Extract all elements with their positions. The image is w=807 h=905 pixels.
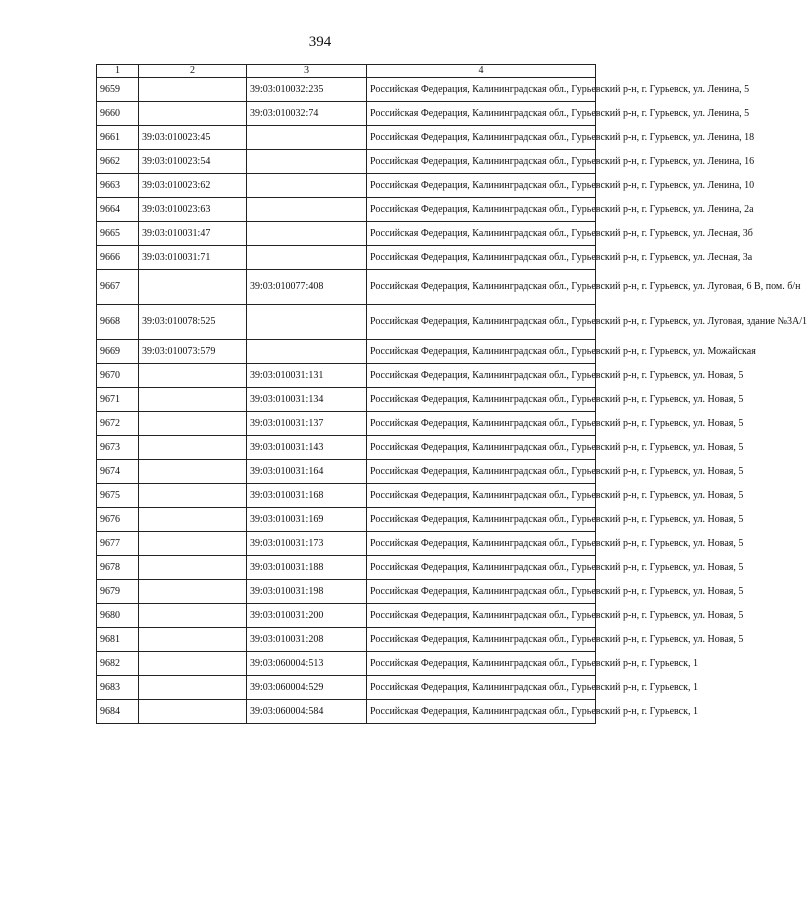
row-number-cell: 9670: [97, 364, 139, 388]
table-row: [97, 484, 596, 508]
row-number-cell: 9660: [97, 102, 139, 126]
table-row: [97, 126, 596, 150]
cadastral-number-cell: 39:03:010023:63: [139, 198, 247, 222]
row-number-cell: 9682: [97, 652, 139, 676]
row-number-cell: 9672: [97, 412, 139, 436]
row-number-cell: 9671: [97, 388, 139, 412]
address-cell: Российская Федерация, Калининградская обл., Гурьевский р-н, г. Гурьевск, ул. Новая, 5: [367, 388, 596, 412]
cadastral-number-cell: [247, 150, 367, 174]
address-cell: Российская Федерация, Калининградская обл., Гурьевский р-н, г. Гурьевск, ул. Луговая, здание №3А/1: [367, 305, 596, 340]
address-cell: Российская Федерация, Калининградская обл., Гурьевский р-н, г. Гурьевск, ул. Луговая, 6 В, пом. б/н: [367, 270, 596, 305]
cadastral-number-cell: 39:03:010031:71: [139, 246, 247, 270]
cadastral-number-cell: [139, 388, 247, 412]
table-row: [97, 460, 596, 484]
address-cell: Российская Федерация, Калининградская обл., Гурьевский р-н, г. Гурьевск, ул. Новая, 5: [367, 508, 596, 532]
cadastral-number-cell: 39:03:010031:164: [247, 460, 367, 484]
cadastral-number-cell: 39:03:010031:173: [247, 532, 367, 556]
cadastral-number-cell: [139, 628, 247, 652]
cadastral-number-cell: [139, 700, 247, 724]
cadastral-number-cell: [139, 102, 247, 126]
address-cell: Российская Федерация, Калининградская обл., Гурьевский р-н, г. Гурьевск, ул. Ленина, 5: [367, 78, 596, 102]
table-row: [97, 150, 596, 174]
row-number-cell: 9664: [97, 198, 139, 222]
address-cell: Российская Федерация, Калининградская обл., Гурьевский р-н, г. Гурьевск, 1: [367, 652, 596, 676]
cadastral-number-cell: 39:03:010031:198: [247, 580, 367, 604]
header-row: [97, 65, 596, 78]
address-cell: Российская Федерация, Калининградская обл., Гурьевский р-н, г. Гурьевск, ул. Новая, 5: [367, 556, 596, 580]
table-row: [97, 412, 596, 436]
cadastral-number-cell: 39:03:010031:188: [247, 556, 367, 580]
address-cell: Российская Федерация, Калининградская обл., Гурьевский р-н, г. Гурьевск, ул. Ленина, 10: [367, 174, 596, 198]
address-cell: Российская Федерация, Калининградская обл., Гурьевский р-н, г. Гурьевск, ул. Новая, 5: [367, 484, 596, 508]
cadastral-number-cell: 39:03:060004:529: [247, 676, 367, 700]
row-number-cell: 9676: [97, 508, 139, 532]
row-number-cell: 9674: [97, 460, 139, 484]
table-row: [97, 198, 596, 222]
page-number: 394: [308, 34, 332, 50]
row-number-cell: 9680: [97, 604, 139, 628]
address-cell: Российская Федерация, Калининградская обл., Гурьевский р-н, г. Гурьевск, ул. Ленина, 18: [367, 126, 596, 150]
row-number-cell: 9669: [97, 340, 139, 364]
address-cell: Российская Федерация, Калининградская обл., Гурьевский р-н, г. Гурьевск, ул. Лесная, 3б: [367, 222, 596, 246]
cadastral-number-cell: [247, 126, 367, 150]
row-number-cell: 9659: [97, 78, 139, 102]
row-number-cell: 9666: [97, 246, 139, 270]
cadastral-number-cell: [139, 412, 247, 436]
cadastral-number-cell: [247, 305, 367, 340]
row-number-cell: 9678: [97, 556, 139, 580]
address-cell: Российская Федерация, Калининградская обл., Гурьевский р-н, г. Гурьевск, ул. Ленина, 16: [367, 150, 596, 174]
cadastral-number-cell: [247, 222, 367, 246]
table-row: [97, 246, 596, 270]
cadastral-number-cell: [139, 652, 247, 676]
table-row: [97, 102, 596, 126]
cadastral-number-cell: [139, 78, 247, 102]
address-cell: Российская Федерация, Калининградская обл., Гурьевский р-н, г. Гурьевск, ул. Новая, 5: [367, 412, 596, 436]
address-cell: Российская Федерация, Калининградская обл., Гурьевский р-н, г. Гурьевск, ул. Ленина, 2а: [367, 198, 596, 222]
address-cell: Российская Федерация, Калининградская обл., Гурьевский р-н, г. Гурьевск, ул. Можайская: [367, 340, 596, 364]
table-row: [97, 628, 596, 652]
table-row: [97, 78, 596, 102]
cadastral-number-cell: 39:03:010077:408: [247, 270, 367, 305]
row-number-cell: 9667: [97, 270, 139, 305]
table-row: [97, 388, 596, 412]
row-number-cell: 9679: [97, 580, 139, 604]
row-number-cell: 9683: [97, 676, 139, 700]
cadastral-number-cell: 39:03:060004:584: [247, 700, 367, 724]
row-number-cell: 9673: [97, 436, 139, 460]
cadastral-number-cell: [247, 198, 367, 222]
row-number-cell: 9675: [97, 484, 139, 508]
table-row: [97, 436, 596, 460]
address-cell: Российская Федерация, Калининградская обл., Гурьевский р-н, г. Гурьевск, ул. Новая, 5: [367, 532, 596, 556]
header-col-1: 1: [97, 65, 139, 78]
row-number-cell: 9677: [97, 532, 139, 556]
table-row: [97, 305, 596, 340]
row-number-cell: 9681: [97, 628, 139, 652]
cadastral-number-cell: [247, 174, 367, 198]
cadastral-number-cell: [139, 364, 247, 388]
cadastral-number-cell: 39:03:010031:134: [247, 388, 367, 412]
cadastral-number-cell: 39:03:010078:525: [139, 305, 247, 340]
table-row: [97, 652, 596, 676]
address-cell: Российская Федерация, Калининградская обл., Гурьевский р-н, г. Гурьевск, ул. Лесная, 3а: [367, 246, 596, 270]
table-row: [97, 676, 596, 700]
header-col-2: 2: [139, 65, 247, 78]
cadastral-number-cell: 39:03:010031:47: [139, 222, 247, 246]
table-row: [97, 532, 596, 556]
cadastral-number-cell: [139, 460, 247, 484]
table-row: [97, 604, 596, 628]
cadastral-number-cell: 39:03:010023:54: [139, 150, 247, 174]
cadastral-number-cell: [139, 556, 247, 580]
table-row: [97, 580, 596, 604]
cadastral-number-cell: [139, 676, 247, 700]
address-cell: Российская Федерация, Калининградская обл., Гурьевский р-н, г. Гурьевск, ул. Ленина, 5: [367, 102, 596, 126]
row-number-cell: 9661: [97, 126, 139, 150]
row-number-cell: 9662: [97, 150, 139, 174]
cadastral-number-cell: [139, 580, 247, 604]
header-col-4: 4: [367, 65, 596, 78]
row-number-cell: 9663: [97, 174, 139, 198]
cadastral-number-cell: 39:03:010031:169: [247, 508, 367, 532]
address-cell: Российская Федерация, Калининградская обл., Гурьевский р-н, г. Гурьевск, 1: [367, 700, 596, 724]
cadastral-number-cell: 39:03:010031:143: [247, 436, 367, 460]
cadastral-number-cell: [247, 246, 367, 270]
cadastral-number-cell: 39:03:010032:74: [247, 102, 367, 126]
cadastral-number-cell: [139, 484, 247, 508]
table-row: [97, 270, 596, 305]
address-cell: Российская Федерация, Калининградская обл., Гурьевский р-н, г. Гурьевск, ул. Новая, 5: [367, 436, 596, 460]
cadastral-number-cell: 39:03:010031:168: [247, 484, 367, 508]
address-cell: Российская Федерация, Калининградская обл., Гурьевский р-н, г. Гурьевск, ул. Новая, 5: [367, 628, 596, 652]
table-row: [97, 364, 596, 388]
cadastral-number-cell: 39:03:010031:131: [247, 364, 367, 388]
address-cell: Российская Федерация, Калининградская обл., Гурьевский р-н, г. Гурьевск, ул. Новая, 5: [367, 460, 596, 484]
table-row: [97, 174, 596, 198]
cadastral-number-cell: 39:03:010023:45: [139, 126, 247, 150]
cadastral-number-cell: [247, 340, 367, 364]
header-col-3: 3: [247, 65, 367, 78]
cadastral-number-cell: 39:03:010031:137: [247, 412, 367, 436]
address-cell: Российская Федерация, Калининградская обл., Гурьевский р-н, г. Гурьевск, ул. Новая, 5: [367, 580, 596, 604]
table-row: [97, 340, 596, 364]
table-row: [97, 556, 596, 580]
cadastral-number-cell: 39:03:010031:208: [247, 628, 367, 652]
address-cell: Российская Федерация, Калининградская обл., Гурьевский р-н, г. Гурьевск, ул. Новая, 5: [367, 604, 596, 628]
cadastral-number-cell: [139, 604, 247, 628]
cadastral-number-cell: 39:03:010073:579: [139, 340, 247, 364]
cadastral-number-cell: [139, 508, 247, 532]
cadastral-number-cell: 39:03:010032:235: [247, 78, 367, 102]
table-row: [97, 508, 596, 532]
row-number-cell: 9684: [97, 700, 139, 724]
cadastral-number-cell: 39:03:010023:62: [139, 174, 247, 198]
registry-table: [96, 64, 807, 724]
row-number-cell: 9668: [97, 305, 139, 340]
cadastral-number-cell: 39:03:060004:513: [247, 652, 367, 676]
cadastral-number-cell: [139, 532, 247, 556]
cadastral-number-cell: 39:03:010031:200: [247, 604, 367, 628]
cadastral-number-cell: [139, 436, 247, 460]
table-row: [97, 700, 596, 724]
cadastral-number-cell: [139, 270, 247, 305]
table-row: [97, 222, 596, 246]
row-number-cell: 9665: [97, 222, 139, 246]
address-cell: Российская Федерация, Калининградская обл., Гурьевский р-н, г. Гурьевск, ул. Новая, 5: [367, 364, 596, 388]
address-cell: Российская Федерация, Калининградская обл., Гурьевский р-н, г. Гурьевск, 1: [367, 676, 596, 700]
